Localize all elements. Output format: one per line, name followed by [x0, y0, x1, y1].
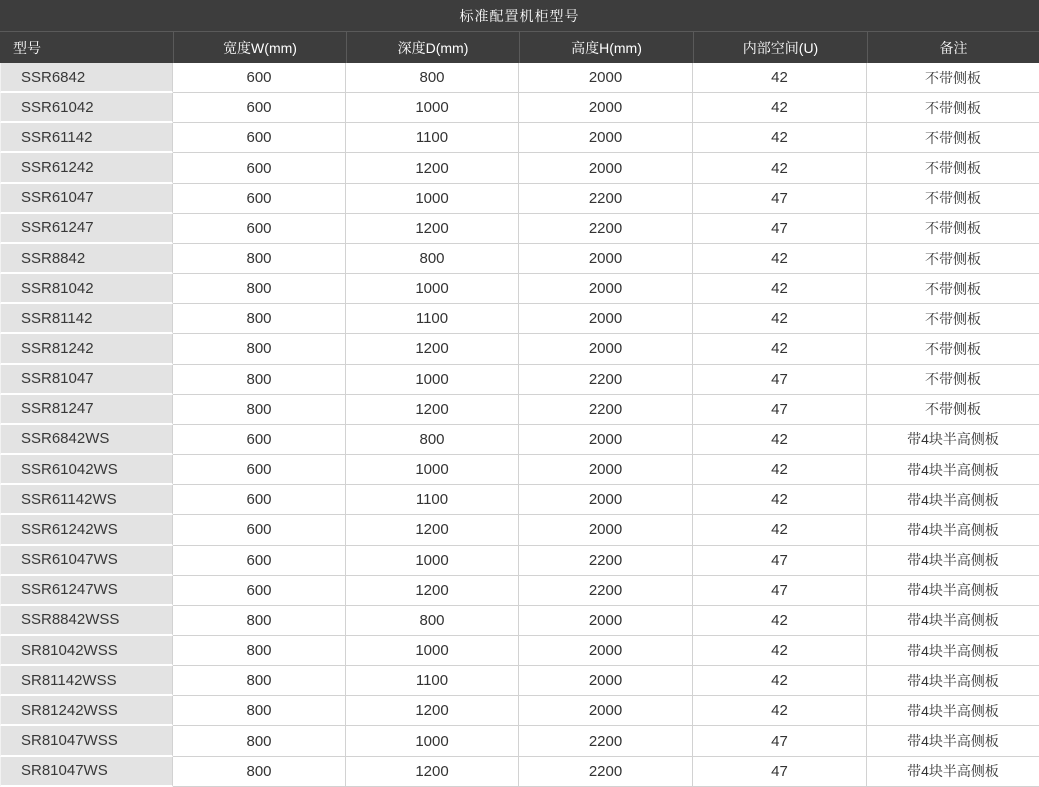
table-row — [0, 334, 1039, 364]
space-cell: 42 — [693, 515, 867, 545]
depth-cell: 1000 — [346, 455, 519, 485]
note-cell: 不带侧板 — [867, 93, 1039, 123]
note-cell: 带4块半高侧板 — [867, 455, 1039, 485]
note-cell: 带4块半高侧板 — [867, 636, 1039, 666]
model-cell: SSR8842 — [0, 244, 173, 274]
model-cell: SSR61242 — [0, 153, 173, 183]
depth-cell: 800 — [346, 244, 519, 274]
space-cell: 42 — [693, 304, 867, 334]
depth-cell: 1200 — [346, 696, 519, 726]
note-cell: 带4块半高侧板 — [867, 546, 1039, 576]
width-cell: 800 — [173, 244, 346, 274]
space-cell: 47 — [693, 726, 867, 756]
width-cell: 600 — [173, 63, 346, 93]
width-cell: 600 — [173, 123, 346, 153]
space-cell: 42 — [693, 244, 867, 274]
width-cell: 800 — [173, 304, 346, 334]
width-cell: 800 — [173, 636, 346, 666]
height-cell: 2000 — [519, 274, 693, 304]
height-cell: 2000 — [519, 244, 693, 274]
width-cell: 800 — [173, 666, 346, 696]
space-cell: 47 — [693, 395, 867, 425]
column-header-row — [0, 32, 1039, 63]
height-cell: 2200 — [519, 184, 693, 214]
table-row — [0, 123, 1039, 153]
space-cell: 47 — [693, 546, 867, 576]
space-cell: 47 — [693, 184, 867, 214]
space-cell: 42 — [693, 425, 867, 455]
table-row — [0, 304, 1039, 334]
height-cell: 2000 — [519, 334, 693, 364]
width-cell: 800 — [173, 365, 346, 395]
space-cell: 47 — [693, 365, 867, 395]
width-cell: 600 — [173, 576, 346, 606]
model-cell: SSR6842 — [0, 63, 173, 93]
height-cell: 2000 — [519, 606, 693, 636]
note-cell: 带4块半高侧板 — [867, 666, 1039, 696]
depth-cell: 1200 — [346, 334, 519, 364]
width-cell: 600 — [173, 546, 346, 576]
model-cell: SSR61042WS — [0, 455, 173, 485]
model-cell: SSR61047WS — [0, 546, 173, 576]
width-cell: 600 — [173, 153, 346, 183]
note-cell: 不带侧板 — [867, 153, 1039, 183]
height-cell: 2000 — [519, 93, 693, 123]
depth-cell: 1000 — [346, 93, 519, 123]
table-row — [0, 576, 1039, 606]
space-cell: 42 — [693, 93, 867, 123]
space-cell: 42 — [693, 606, 867, 636]
depth-cell: 1200 — [346, 757, 519, 787]
depth-cell: 1000 — [346, 365, 519, 395]
height-cell: 2000 — [519, 63, 693, 93]
col-header-note: 备注 — [867, 32, 1039, 63]
depth-cell: 800 — [346, 425, 519, 455]
height-cell: 2000 — [519, 123, 693, 153]
table-row — [0, 244, 1039, 274]
model-cell: SSR81247 — [0, 395, 173, 425]
height-cell: 2000 — [519, 455, 693, 485]
height-cell: 2000 — [519, 304, 693, 334]
model-cell: SSR61247 — [0, 214, 173, 244]
width-cell: 800 — [173, 696, 346, 726]
note-cell: 带4块半高侧板 — [867, 576, 1039, 606]
depth-cell: 1100 — [346, 666, 519, 696]
table-row — [0, 546, 1039, 576]
model-cell: SSR81242 — [0, 334, 173, 364]
width-cell: 600 — [173, 184, 346, 214]
table-row — [0, 395, 1039, 425]
depth-cell: 1000 — [346, 184, 519, 214]
table-row — [0, 93, 1039, 123]
height-cell: 2200 — [519, 576, 693, 606]
note-cell: 不带侧板 — [867, 334, 1039, 364]
model-cell: SSR8842WSS — [0, 606, 173, 636]
col-header-width: 宽度W(mm) — [173, 32, 346, 63]
width-cell: 800 — [173, 757, 346, 787]
height-cell: 2200 — [519, 546, 693, 576]
table-row — [0, 425, 1039, 455]
height-cell: 2000 — [519, 666, 693, 696]
table-row — [0, 274, 1039, 304]
height-cell: 2000 — [519, 425, 693, 455]
table-row — [0, 153, 1039, 183]
table-row — [0, 726, 1039, 756]
note-cell: 带4块半高侧板 — [867, 485, 1039, 515]
table-body — [0, 63, 1039, 787]
table-row — [0, 666, 1039, 696]
space-cell: 42 — [693, 485, 867, 515]
space-cell: 42 — [693, 274, 867, 304]
model-cell: SSR61142 — [0, 123, 173, 153]
space-cell: 42 — [693, 63, 867, 93]
model-cell: SSR81042 — [0, 274, 173, 304]
depth-cell: 1000 — [346, 274, 519, 304]
model-cell: SSR61042 — [0, 93, 173, 123]
width-cell: 800 — [173, 606, 346, 636]
space-cell: 42 — [693, 334, 867, 364]
depth-cell: 1100 — [346, 485, 519, 515]
note-cell: 带4块半高侧板 — [867, 757, 1039, 787]
depth-cell: 1100 — [346, 304, 519, 334]
note-cell: 带4块半高侧板 — [867, 425, 1039, 455]
note-cell: 不带侧板 — [867, 184, 1039, 214]
table-row — [0, 455, 1039, 485]
height-cell: 2000 — [519, 485, 693, 515]
height-cell: 2000 — [519, 696, 693, 726]
model-cell: SSR61047 — [0, 184, 173, 214]
width-cell: 600 — [173, 485, 346, 515]
width-cell: 800 — [173, 334, 346, 364]
table-row — [0, 485, 1039, 515]
model-cell: SR81042WSS — [0, 636, 173, 666]
height-cell: 2200 — [519, 214, 693, 244]
height-cell: 2200 — [519, 365, 693, 395]
height-cell: 2000 — [519, 636, 693, 666]
height-cell: 2000 — [519, 515, 693, 545]
model-cell: SR81047WSS — [0, 726, 173, 756]
width-cell: 600 — [173, 425, 346, 455]
space-cell: 42 — [693, 666, 867, 696]
depth-cell: 800 — [346, 606, 519, 636]
depth-cell: 1200 — [346, 576, 519, 606]
model-cell: SSR61242WS — [0, 515, 173, 545]
depth-cell: 1200 — [346, 214, 519, 244]
note-cell: 不带侧板 — [867, 395, 1039, 425]
height-cell: 2200 — [519, 395, 693, 425]
space-cell: 42 — [693, 153, 867, 183]
width-cell: 600 — [173, 214, 346, 244]
model-cell: SSR6842WS — [0, 425, 173, 455]
model-cell: SR81242WSS — [0, 696, 173, 726]
width-cell: 600 — [173, 93, 346, 123]
table-row — [0, 515, 1039, 545]
table-row — [0, 696, 1039, 726]
note-cell: 不带侧板 — [867, 274, 1039, 304]
width-cell: 800 — [173, 395, 346, 425]
depth-cell: 1200 — [346, 395, 519, 425]
note-cell: 带4块半高侧板 — [867, 726, 1039, 756]
height-cell: 2200 — [519, 726, 693, 756]
note-cell: 不带侧板 — [867, 304, 1039, 334]
col-header-height: 高度H(mm) — [519, 32, 693, 63]
note-cell: 带4块半高侧板 — [867, 696, 1039, 726]
width-cell: 600 — [173, 515, 346, 545]
col-header-model: 型号 — [0, 32, 173, 63]
note-cell: 带4块半高侧板 — [867, 515, 1039, 545]
depth-cell: 1000 — [346, 636, 519, 666]
width-cell: 800 — [173, 726, 346, 756]
depth-cell: 1000 — [346, 726, 519, 756]
table-row — [0, 636, 1039, 666]
table-row — [0, 184, 1039, 214]
table-row — [0, 214, 1039, 244]
space-cell: 42 — [693, 696, 867, 726]
note-cell: 带4块半高侧板 — [867, 606, 1039, 636]
space-cell: 47 — [693, 214, 867, 244]
width-cell: 600 — [173, 455, 346, 485]
width-cell: 800 — [173, 274, 346, 304]
note-cell: 不带侧板 — [867, 365, 1039, 395]
table-row — [0, 365, 1039, 395]
model-cell: SSR81142 — [0, 304, 173, 334]
space-cell: 42 — [693, 636, 867, 666]
height-cell: 2000 — [519, 153, 693, 183]
note-cell: 不带侧板 — [867, 63, 1039, 93]
table-row — [0, 63, 1039, 93]
table-row — [0, 757, 1039, 787]
note-cell: 不带侧板 — [867, 123, 1039, 153]
note-cell: 不带侧板 — [867, 214, 1039, 244]
space-cell: 42 — [693, 123, 867, 153]
model-cell: SSR61247WS — [0, 576, 173, 606]
space-cell: 42 — [693, 455, 867, 485]
depth-cell: 1100 — [346, 123, 519, 153]
note-cell: 不带侧板 — [867, 244, 1039, 274]
depth-cell: 1200 — [346, 515, 519, 545]
model-cell: SSR81047 — [0, 365, 173, 395]
col-header-depth: 深度D(mm) — [346, 32, 519, 63]
space-cell: 47 — [693, 576, 867, 606]
model-cell: SSR61142WS — [0, 485, 173, 515]
table-row — [0, 606, 1039, 636]
col-header-space: 内部空间(U) — [693, 32, 867, 63]
depth-cell: 1200 — [346, 153, 519, 183]
model-cell: SR81047WS — [0, 757, 173, 787]
table-title-row — [0, 0, 1039, 32]
model-cell: SR81142WSS — [0, 666, 173, 696]
depth-cell: 1000 — [346, 546, 519, 576]
space-cell: 47 — [693, 757, 867, 787]
depth-cell: 800 — [346, 63, 519, 93]
table-title: 标准配置机柜型号 — [0, 0, 1039, 32]
height-cell: 2200 — [519, 757, 693, 787]
